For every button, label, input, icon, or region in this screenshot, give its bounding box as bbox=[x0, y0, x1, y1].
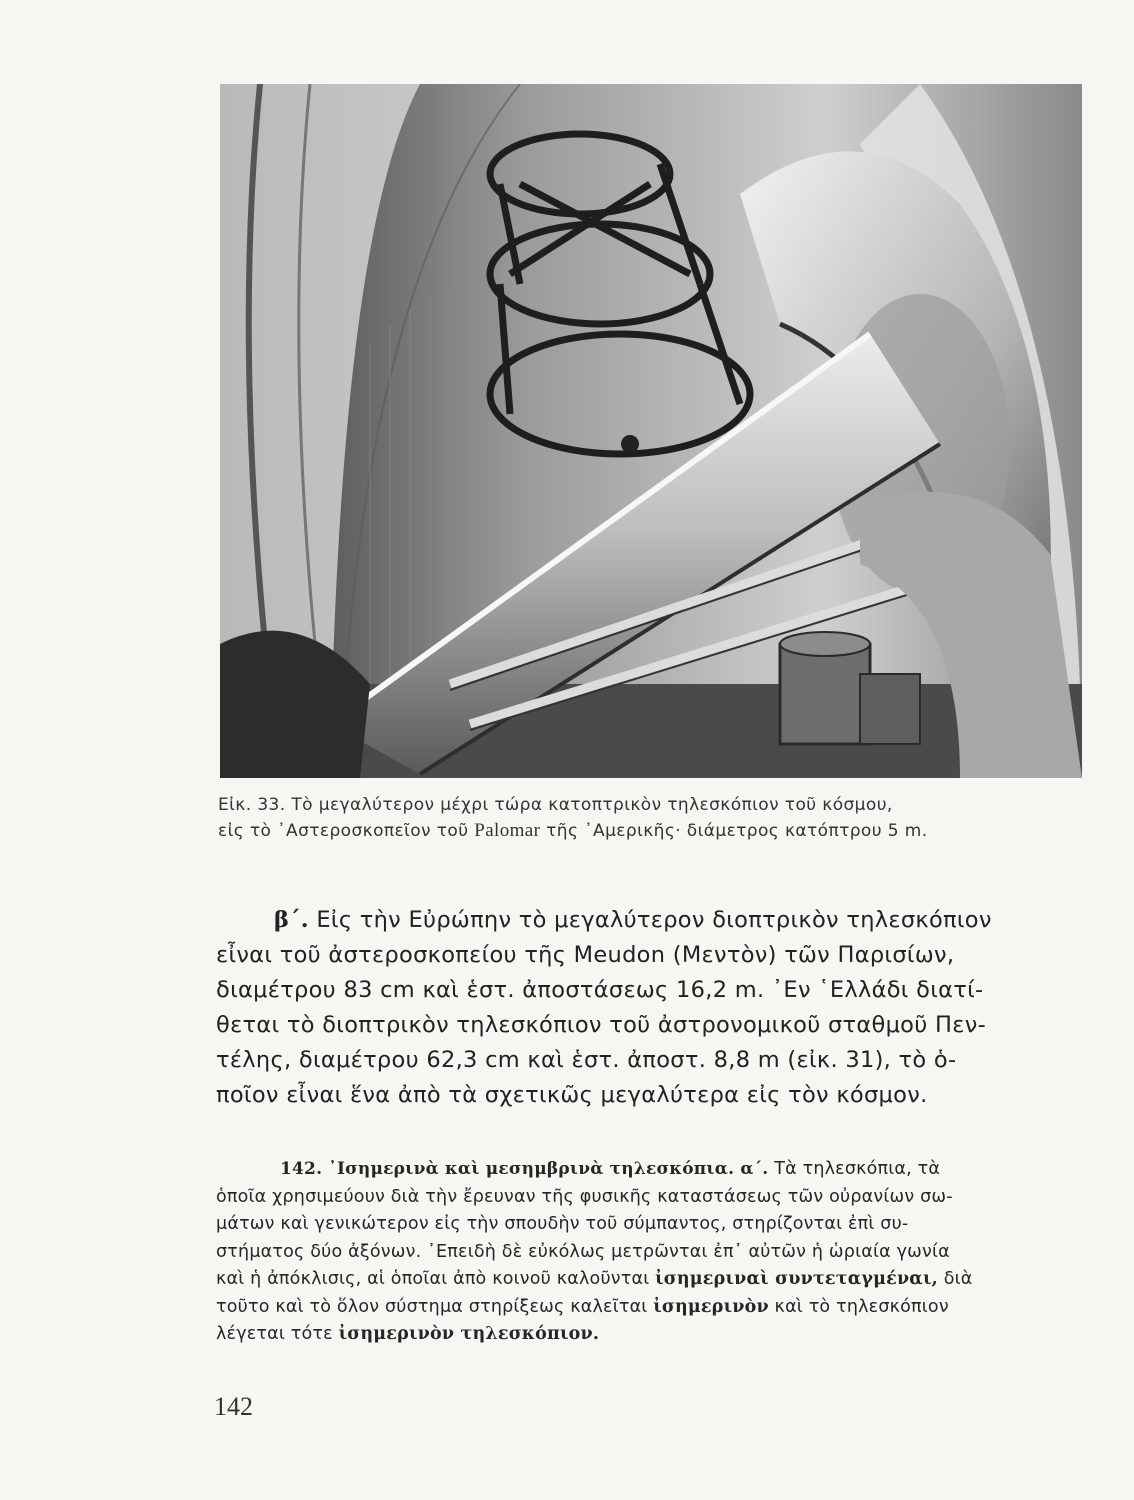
section-text: Τὰ τηλεσκόπια, τὰ bbox=[768, 1159, 941, 1179]
section-line: στήματος δύο ἀξόνων. ᾿Επειδὴ δὲ εὐκόλως μετρῶνται ἐπ᾿ αὐτῶν ἡ ὡριαία γωνία bbox=[216, 1241, 950, 1262]
paragraph-line bbox=[216, 903, 1088, 938]
telescope-photo bbox=[220, 84, 1082, 778]
section-text: διὰ bbox=[937, 1269, 973, 1289]
caption-text: εἰς τὸ ᾿Αστεροσκοπεῖον τοῦ bbox=[218, 821, 475, 841]
section-text: καὶ τὸ τηλεσκόπιον bbox=[768, 1296, 949, 1317]
section-line bbox=[216, 1156, 1088, 1184]
section-text: λέγεται τότε bbox=[216, 1324, 339, 1344]
caption-line bbox=[218, 818, 1088, 844]
figure-caption bbox=[218, 792, 1088, 844]
section-line: μάτων καὶ γενικώτερον εἰς τὴν σπουδὴν τοῦ σύμπαντος, στηρίζονται ἐπὶ συ- bbox=[216, 1214, 909, 1234]
caption-line: Εἰκ. 33. Τὸ μεγαλύτερον μέχρι τώρα κατοπτρικὸν τηλεσκόπιον τοῦ κόσμου, bbox=[218, 795, 893, 815]
section-text: τοῦτο καὶ τὸ ὅλον σύστημα στηρίξεως καλεῖται bbox=[216, 1296, 654, 1317]
section-bold-term: ἰσημερινὸν bbox=[653, 1296, 769, 1317]
section-142 bbox=[216, 1156, 1088, 1349]
page-number: 142 bbox=[214, 1392, 253, 1421]
caption-place-name: Palomar bbox=[474, 820, 541, 841]
paragraph-line: τέλης, διαμέτρου 62,3 cm καὶ ἑστ. ἀποστ. 8,8 m (εἰκ. 31), τὸ ὁ- bbox=[216, 1047, 957, 1073]
section-line bbox=[216, 1321, 1088, 1349]
paragraph-text: Εἰς τὴν Εὐρώπην τὸ μεγαλύτερον διοπτρικὸν τηλεσκόπιον bbox=[308, 907, 992, 933]
telescope-illustration bbox=[220, 84, 1082, 778]
paragraph-line: διαμέτρου 83 cm καὶ ἑστ. ἀποστάσεως 16,2 m. ᾿Εν ῾Ελλάδι διατί- bbox=[216, 977, 984, 1003]
section-heading: 142. ᾿Ισημερινὰ καὶ μεσημβρινὰ τηλεσκόπια. α΄. bbox=[280, 1159, 769, 1179]
paragraph-marker: β΄. bbox=[274, 907, 309, 933]
section-bold-term: ἰσημεριναὶ συντεταγμέναι, bbox=[655, 1269, 938, 1289]
section-line bbox=[216, 1266, 1088, 1294]
paragraph-line: εἶναι τοῦ ἀστεροσκοπείου τῆς Meudon (Μεντὸν) τῶν Παρισίων, bbox=[216, 942, 955, 968]
caption-text: τῆς ᾿Αμερικῆς· διάμετρος κατόπτρου 5 m. bbox=[540, 821, 928, 841]
section-line: ὁποῖα χρησιμεύουν διὰ τὴν ἔρευναν τῆς φυσικῆς καταστάσεως τῶν οὐρανίων σω- bbox=[216, 1186, 953, 1207]
section-line bbox=[216, 1294, 1088, 1322]
telescope-paragraph bbox=[216, 903, 1088, 1113]
section-text: καὶ ἡ ἀπόκλισις, αἱ ὁποῖαι ἀπὸ κοινοῦ καλοῦνται bbox=[216, 1269, 656, 1289]
paragraph-line: ποῖον εἶναι ἕνα ἀπὸ τὰ σχετικῶς μεγαλύτερα εἰς τὸν κόσμον. bbox=[216, 1082, 928, 1108]
section-bold-term: ἰσημερινὸν τηλεσκόπιον. bbox=[338, 1324, 600, 1344]
paragraph-line: θεται τὸ διοπτρικὸν τηλεσκόπιον τοῦ ἀστρονομικοῦ σταθμοῦ Πεν- bbox=[216, 1012, 986, 1038]
